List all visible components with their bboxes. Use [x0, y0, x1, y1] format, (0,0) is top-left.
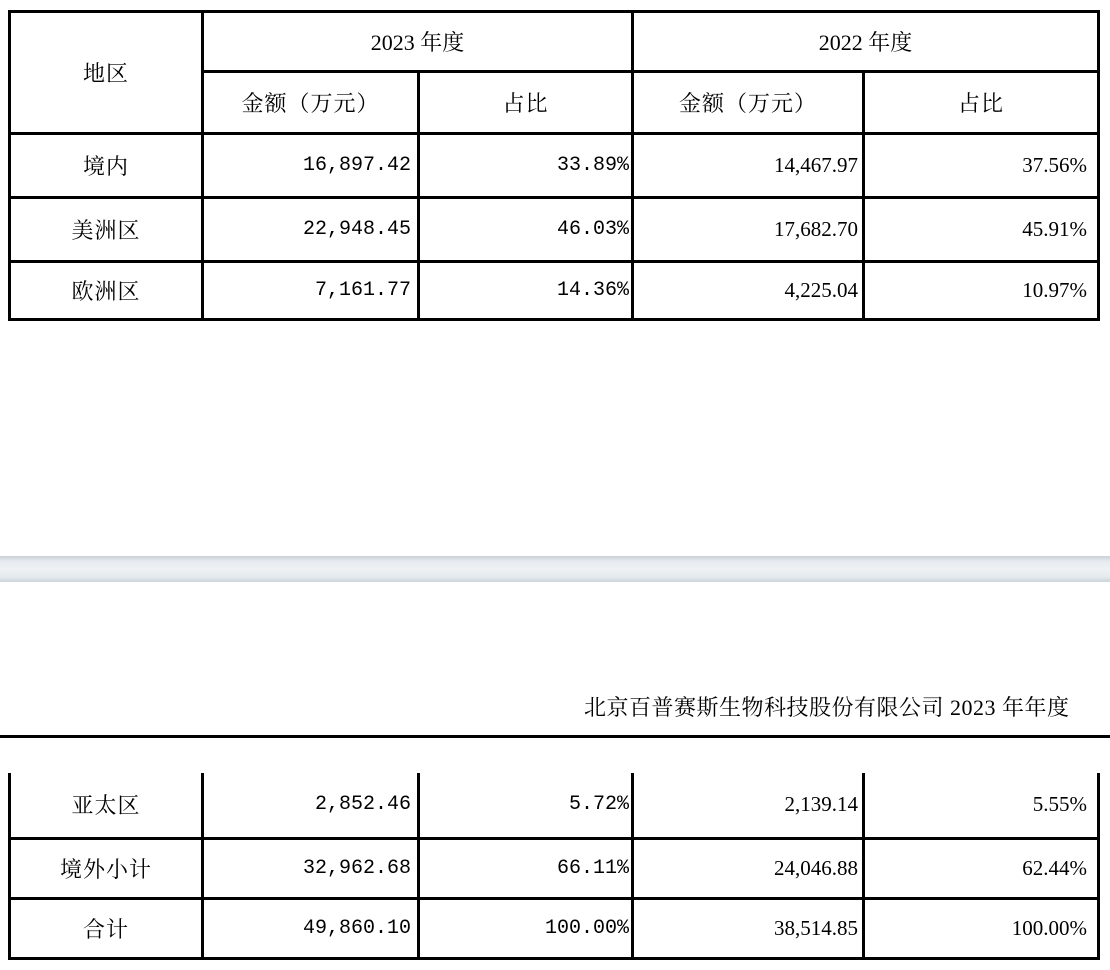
cell-amount-2023: 2,852.46 [203, 773, 419, 838]
cell-ratio-2022: 37.56% [864, 134, 1099, 198]
header-cell-ratio-2022: 占比 [864, 72, 1099, 134]
row-total [10, 898, 1099, 958]
row-asia-pacific [10, 773, 1099, 838]
cell-amount-2023: 32,962.68 [203, 838, 419, 898]
table-header-row-years [10, 12, 1099, 72]
cell-ratio-2022: 5.55% [864, 773, 1099, 838]
cell-region: 境内 [10, 134, 203, 198]
row-europe [10, 262, 1099, 320]
cell-amount-2023: 7,161.77 [203, 262, 419, 320]
cell-amount-2023: 16,897.42 [203, 134, 419, 198]
header-cell-amount-2023: 金额（万元） [203, 72, 419, 134]
cell-ratio-2022: 100.00% [864, 898, 1099, 958]
header-cell-ratio-2023: 占比 [419, 72, 633, 134]
cell-ratio-2023: 33.89% [419, 134, 633, 198]
cell-ratio-2022: 45.91% [864, 198, 1099, 262]
cell-amount-2022: 38,514.85 [633, 898, 864, 958]
cell-ratio-2023: 14.36% [419, 262, 633, 320]
cell-region: 亚太区 [10, 773, 203, 838]
cell-ratio-2023: 66.11% [419, 838, 633, 898]
cell-ratio-2022: 10.97% [864, 262, 1099, 320]
cell-amount-2022: 4,225.04 [633, 262, 864, 320]
page-break-separator [0, 556, 1110, 582]
cell-region: 境外小计 [10, 838, 203, 898]
cell-region: 美洲区 [10, 198, 203, 262]
cell-amount-2022: 24,046.88 [633, 838, 864, 898]
cell-amount-2023: 22,948.45 [203, 198, 419, 262]
page-running-header: 北京百普赛斯生物科技股份有限公司 2023 年年度 [584, 695, 1070, 720]
row-domestic [10, 134, 1099, 198]
cell-amount-2022: 2,139.14 [633, 773, 864, 838]
revenue-by-region-table-page1 [8, 10, 1100, 321]
row-overseas-subtotal [10, 838, 1099, 898]
row-americas [10, 198, 1099, 262]
cell-ratio-2023: 46.03% [419, 198, 633, 262]
cell-amount-2022: 14,467.97 [633, 134, 864, 198]
cell-region: 欧洲区 [10, 262, 203, 320]
cell-amount-2022: 17,682.70 [633, 198, 864, 262]
header-cell-year-2023: 2023 年度 [203, 12, 633, 72]
cell-ratio-2023: 5.72% [419, 773, 633, 838]
cell-region: 合计 [10, 898, 203, 958]
header-cell-amount-2022: 金额（万元） [633, 72, 864, 134]
revenue-by-region-table-page2 [8, 773, 1100, 960]
cell-ratio-2023: 100.00% [419, 898, 633, 958]
header-rule-line [0, 735, 1110, 738]
header-cell-year-2022: 2022 年度 [633, 12, 1099, 72]
header-cell-region: 地区 [10, 12, 203, 134]
cell-ratio-2022: 62.44% [864, 838, 1099, 898]
cell-amount-2023: 49,860.10 [203, 898, 419, 958]
